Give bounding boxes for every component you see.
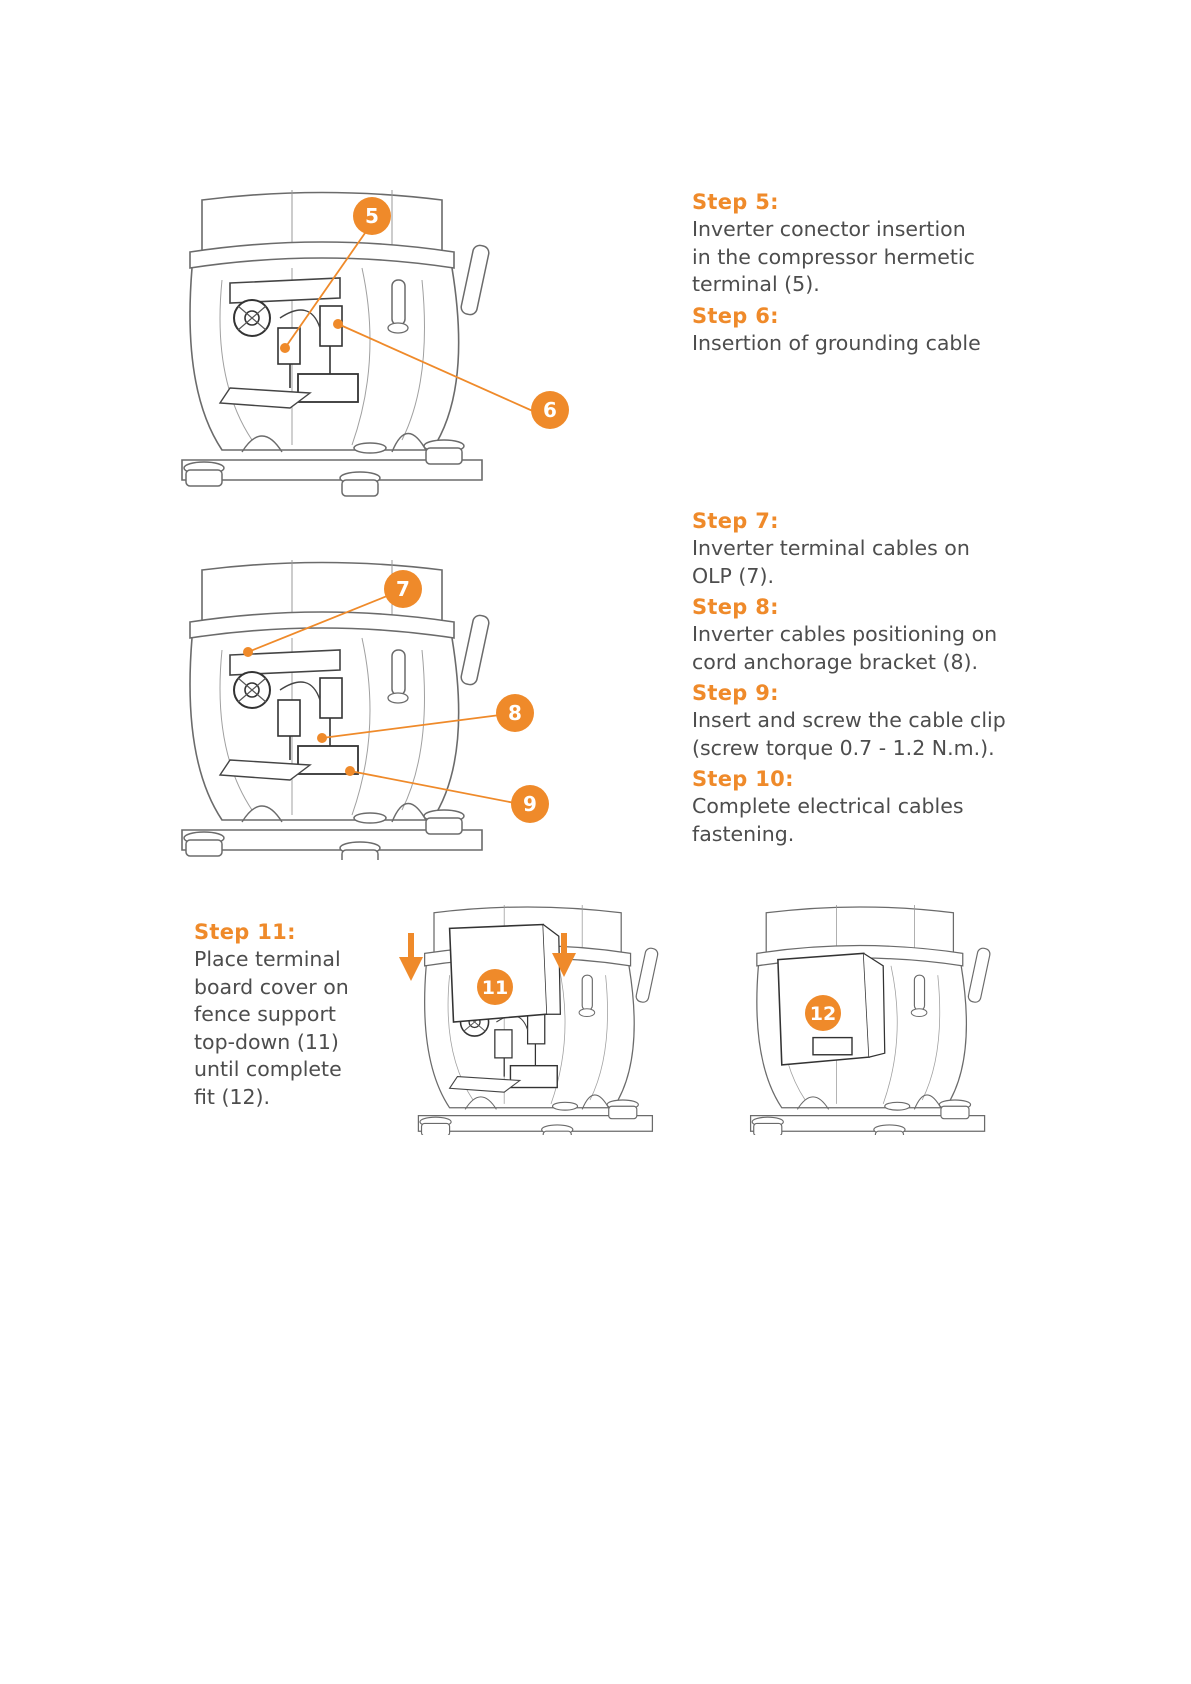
callout-8 bbox=[496, 694, 534, 732]
figure-step-11 bbox=[395, 905, 685, 1135]
callout-6-label: 6 bbox=[543, 398, 557, 422]
figure-steps-5-6 bbox=[180, 188, 600, 508]
callout-7-label: 7 bbox=[396, 577, 410, 601]
callout-12-label: 12 bbox=[809, 1003, 837, 1025]
step-9 bbox=[692, 680, 1112, 762]
step-8-title: Step 8: bbox=[692, 595, 779, 619]
step-5 bbox=[692, 189, 1112, 299]
callout-5 bbox=[353, 197, 391, 235]
step-7 bbox=[692, 508, 1112, 590]
step-9-title: Step 9: bbox=[692, 681, 779, 705]
callout-11 bbox=[477, 969, 513, 1005]
callout-7 bbox=[384, 570, 422, 608]
step-10-text: Complete electrical cables fastening. bbox=[692, 794, 964, 846]
arrow-down-left-icon bbox=[399, 933, 423, 981]
step-6 bbox=[692, 303, 1112, 358]
figure-steps-7-9 bbox=[180, 560, 600, 860]
step-10-title: Step 10: bbox=[692, 767, 794, 791]
steps-7-10 bbox=[692, 508, 1112, 852]
step-9-text: Insert and screw the cable clip (screw torque 0.7 - 1.2 N.m.). bbox=[692, 708, 1006, 760]
callout-6 bbox=[531, 391, 569, 429]
step-6-text: Insertion of grounding cable bbox=[692, 330, 981, 355]
step-5-title: Step 5: bbox=[692, 190, 779, 214]
callout-12 bbox=[805, 995, 841, 1031]
step-11-text: Place terminal board cover on fence support top-down (11) until complete fit (12). bbox=[194, 947, 349, 1109]
callout-9 bbox=[511, 785, 549, 823]
callout-8-label: 8 bbox=[508, 701, 522, 725]
step-11-title: Step 11: bbox=[194, 920, 296, 944]
step-7-text: Inverter terminal cables on OLP (7). bbox=[692, 536, 970, 588]
callout-11-label: 11 bbox=[481, 977, 509, 999]
step-7-title: Step 7: bbox=[692, 509, 779, 533]
callout-5-label: 5 bbox=[365, 204, 379, 228]
step-11 bbox=[194, 919, 384, 1115]
steps-5-6 bbox=[692, 189, 1112, 361]
callout-9-label: 9 bbox=[523, 792, 537, 816]
figure-fit-12 bbox=[735, 905, 1015, 1135]
step-6-title: Step 6: bbox=[692, 303, 779, 328]
step-8 bbox=[692, 594, 1112, 676]
step-10 bbox=[692, 766, 1112, 848]
step-8-text: Inverter cables positioning on cord anchorage bracket (8). bbox=[692, 622, 998, 674]
step-5-text: Inverter conector insertion in the compressor hermetic terminal (5). bbox=[692, 217, 975, 296]
